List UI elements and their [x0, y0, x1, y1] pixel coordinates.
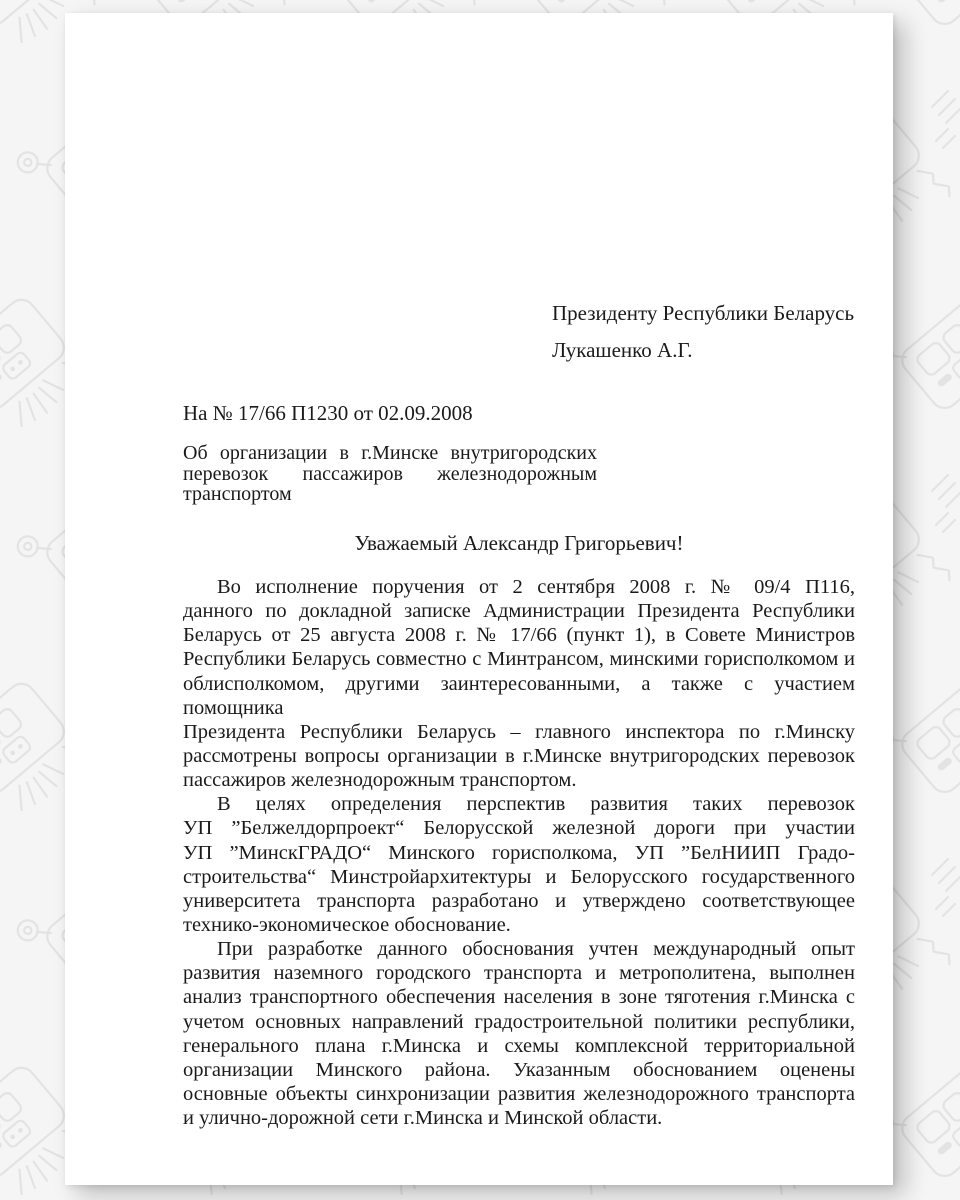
subject-line: транспортом [183, 483, 292, 506]
body-line: основные объекты синхронизации развития железнодорожного транспорта [183, 1082, 855, 1105]
body-line: генерального плана г.Минска и схемы комплексной территориальной [183, 1034, 855, 1057]
body-line: анализ транспортного обеспечения населения в зоне тяготения г.Минска с [183, 986, 855, 1009]
body-paragraphs [183, 575, 855, 1130]
body-line: В целях определения перспектив развития таких перевозок [217, 793, 855, 816]
addressee-name-line: Лукашенко А.Г. [552, 338, 693, 362]
letter-page [65, 13, 893, 1185]
body-line: облисполкомом, другими заинтересованными, а также с участием помощника [183, 672, 855, 719]
body-line: университета транспорта разработано и утверждено соответствующее [183, 889, 855, 912]
body-line: УП ”Белжелдорпроект“ Белорусской железной дороги при участии [183, 817, 855, 840]
subject-line: перевозок пассажиров железнодорожным [183, 462, 597, 485]
addressee-line: Президенту Республики Беларусь [552, 301, 855, 325]
subject-block [183, 443, 597, 505]
body-line: Республики Беларусь совместно с Минтрансом, минскими горисполкомом и [183, 648, 855, 671]
body-line: УП ”МинскГРАДО“ Минского горисполкома, УП ”БелНИИП Градо- [183, 841, 855, 864]
body-line: и улично-дорожной сети г.Минска и Минской области. [183, 1107, 663, 1130]
body-line: строительства“ Минстройархитектуры и Белорусского государственного [183, 865, 855, 888]
body-line: При разработке данного обоснования учтен международный опыт [217, 938, 855, 961]
body-line: технико-экономическое обоснование. [183, 913, 511, 936]
body-line: Беларусь от 25 августа 2008 г. № 17/66 (пункт 1), в Совете Министров [183, 624, 855, 647]
body-line: организации Минского района. Указанным обоснованием оценены [183, 1058, 855, 1081]
body-line: пассажиров железнодорожным транспортом. [183, 769, 577, 792]
reference-number-line: На № 17/66 П1230 от 02.09.2008 [183, 401, 473, 425]
body-line: развития наземного городского транспорта и метрополитена, выполнен [183, 962, 855, 985]
body-line: Во исполнение поручения от 2 сентября 2008 г. № 09/4 П116, [217, 576, 855, 598]
body-line: Президента Республики Беларусь – главного инспектора по г.Минску [183, 720, 855, 743]
salutation: Уважаемый Александр Григорьевич! [354, 531, 684, 555]
body-line: рассмотрены вопросы организации в г.Минске внутригородских перевозок [183, 744, 855, 767]
body-line: учетом основных направлений градостроительной политики республики, [183, 1010, 855, 1033]
subject-line: Об организации в г.Минске внутригородских [183, 442, 597, 464]
body-line: данного по докладной записке Администрации Президента Республики [183, 600, 855, 623]
